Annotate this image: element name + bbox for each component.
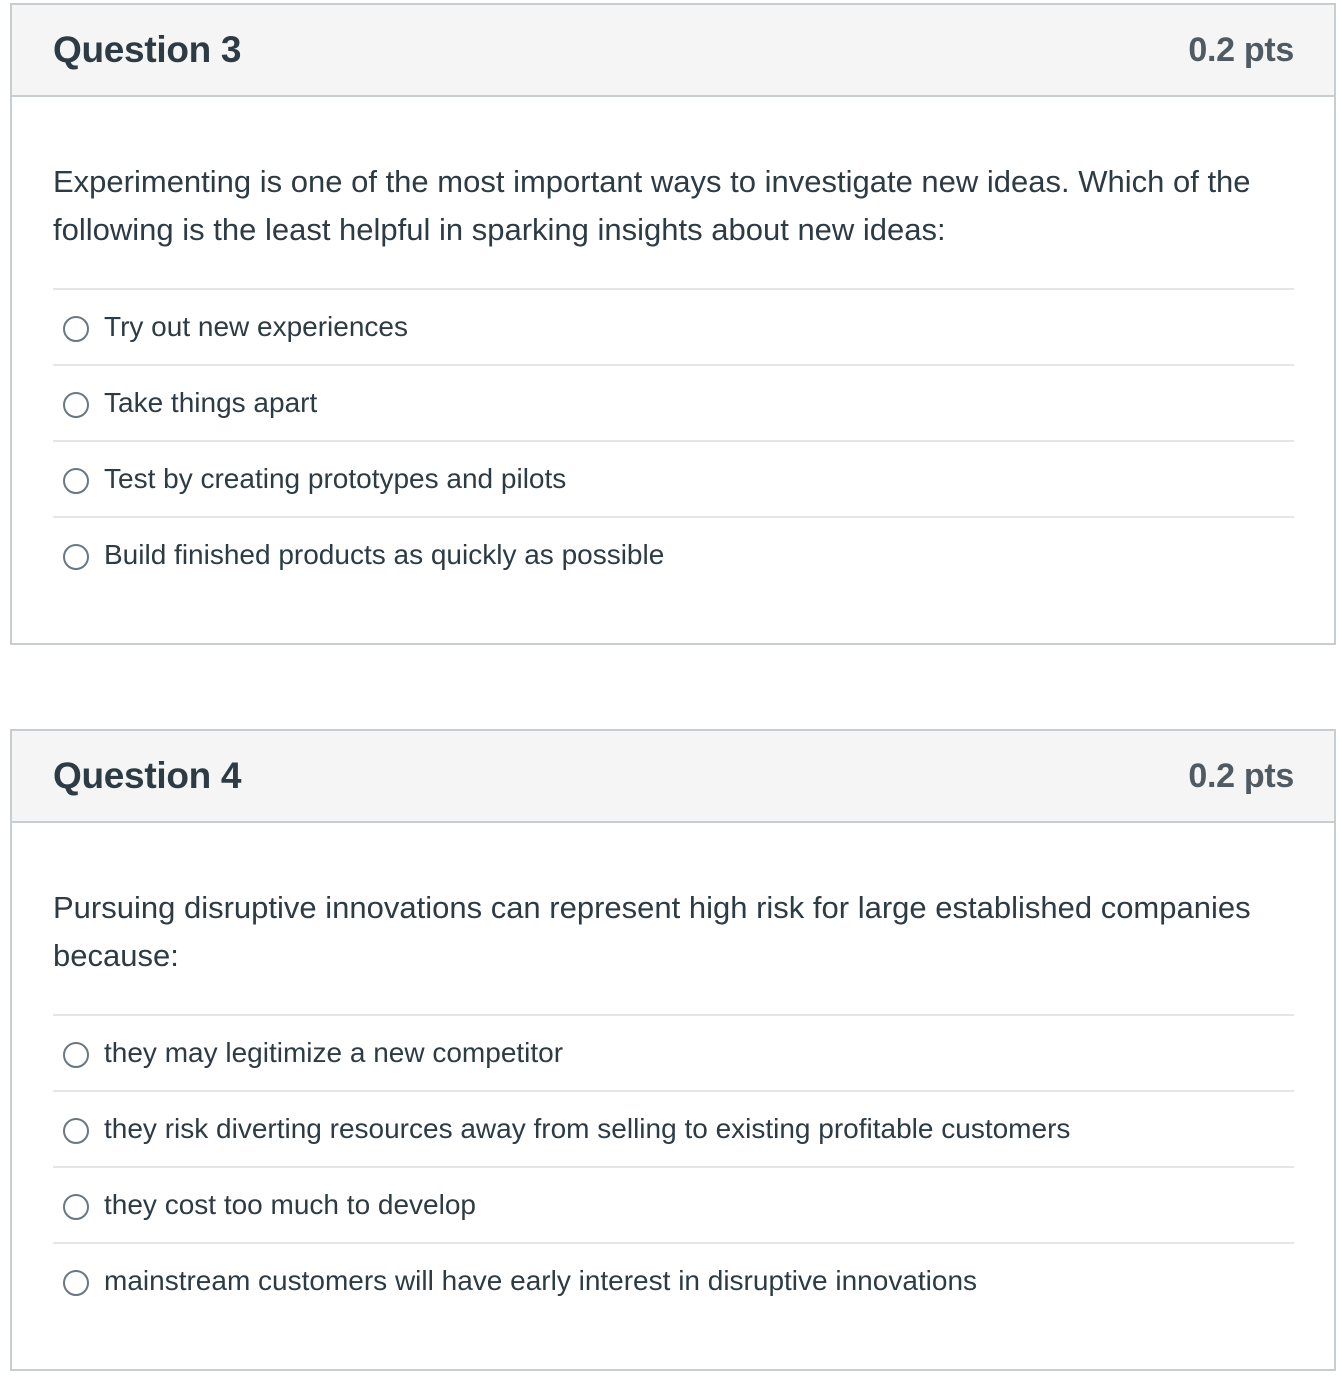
answer-label[interactable]: Try out new experiences <box>104 311 408 342</box>
answer-option[interactable] <box>53 442 1294 518</box>
answer-label[interactable]: they may legitimize a new competitor <box>104 1037 564 1068</box>
answer-list <box>53 1014 1294 1318</box>
question-card <box>10 3 1336 645</box>
question-card <box>10 729 1336 1371</box>
answer-option[interactable] <box>53 1168 1294 1244</box>
radio-button[interactable] <box>63 1118 89 1144</box>
answer-option[interactable] <box>53 1092 1294 1168</box>
answer-option[interactable] <box>53 518 1294 592</box>
radio-button[interactable] <box>63 544 89 570</box>
answer-label[interactable]: they risk diverting resources away from selling to existing profitable customers <box>104 1113 1071 1144</box>
answer-list <box>53 288 1294 592</box>
answer-label[interactable]: they cost too much to develop <box>104 1189 476 1220</box>
question-body <box>12 97 1334 592</box>
radio-button[interactable] <box>63 316 89 342</box>
answer-option[interactable] <box>53 290 1294 366</box>
question-points: 0.2 pts <box>1188 30 1294 69</box>
question-header <box>12 5 1334 97</box>
radio-button[interactable] <box>63 1194 89 1220</box>
question-title: Question 3 <box>53 29 242 70</box>
answer-label[interactable]: Test by creating prototypes and pilots <box>104 463 567 494</box>
question-text: Pursuing disruptive innovations can represent high risk for large established companies because: <box>53 890 1251 973</box>
radio-button[interactable] <box>63 1042 89 1068</box>
answer-option[interactable] <box>53 366 1294 442</box>
question-text: Experimenting is one of the most important ways to investigate new ideas. Which of the following is the least helpful in sparking insights about new ideas: <box>53 164 1251 247</box>
question-header <box>12 731 1334 823</box>
radio-button[interactable] <box>63 392 89 418</box>
answer-label[interactable]: mainstream customers will have early interest in disruptive innovations <box>104 1265 978 1296</box>
radio-button[interactable] <box>63 1270 89 1296</box>
answer-option[interactable] <box>53 1016 1294 1092</box>
question-points: 0.2 pts <box>1188 756 1294 795</box>
answer-label[interactable]: Take things apart <box>104 387 318 418</box>
radio-button[interactable] <box>63 468 89 494</box>
answer-label[interactable]: Build finished products as quickly as possible <box>104 539 665 570</box>
question-title: Question 4 <box>53 755 242 796</box>
question-body <box>12 823 1334 1318</box>
answer-option[interactable] <box>53 1244 1294 1318</box>
